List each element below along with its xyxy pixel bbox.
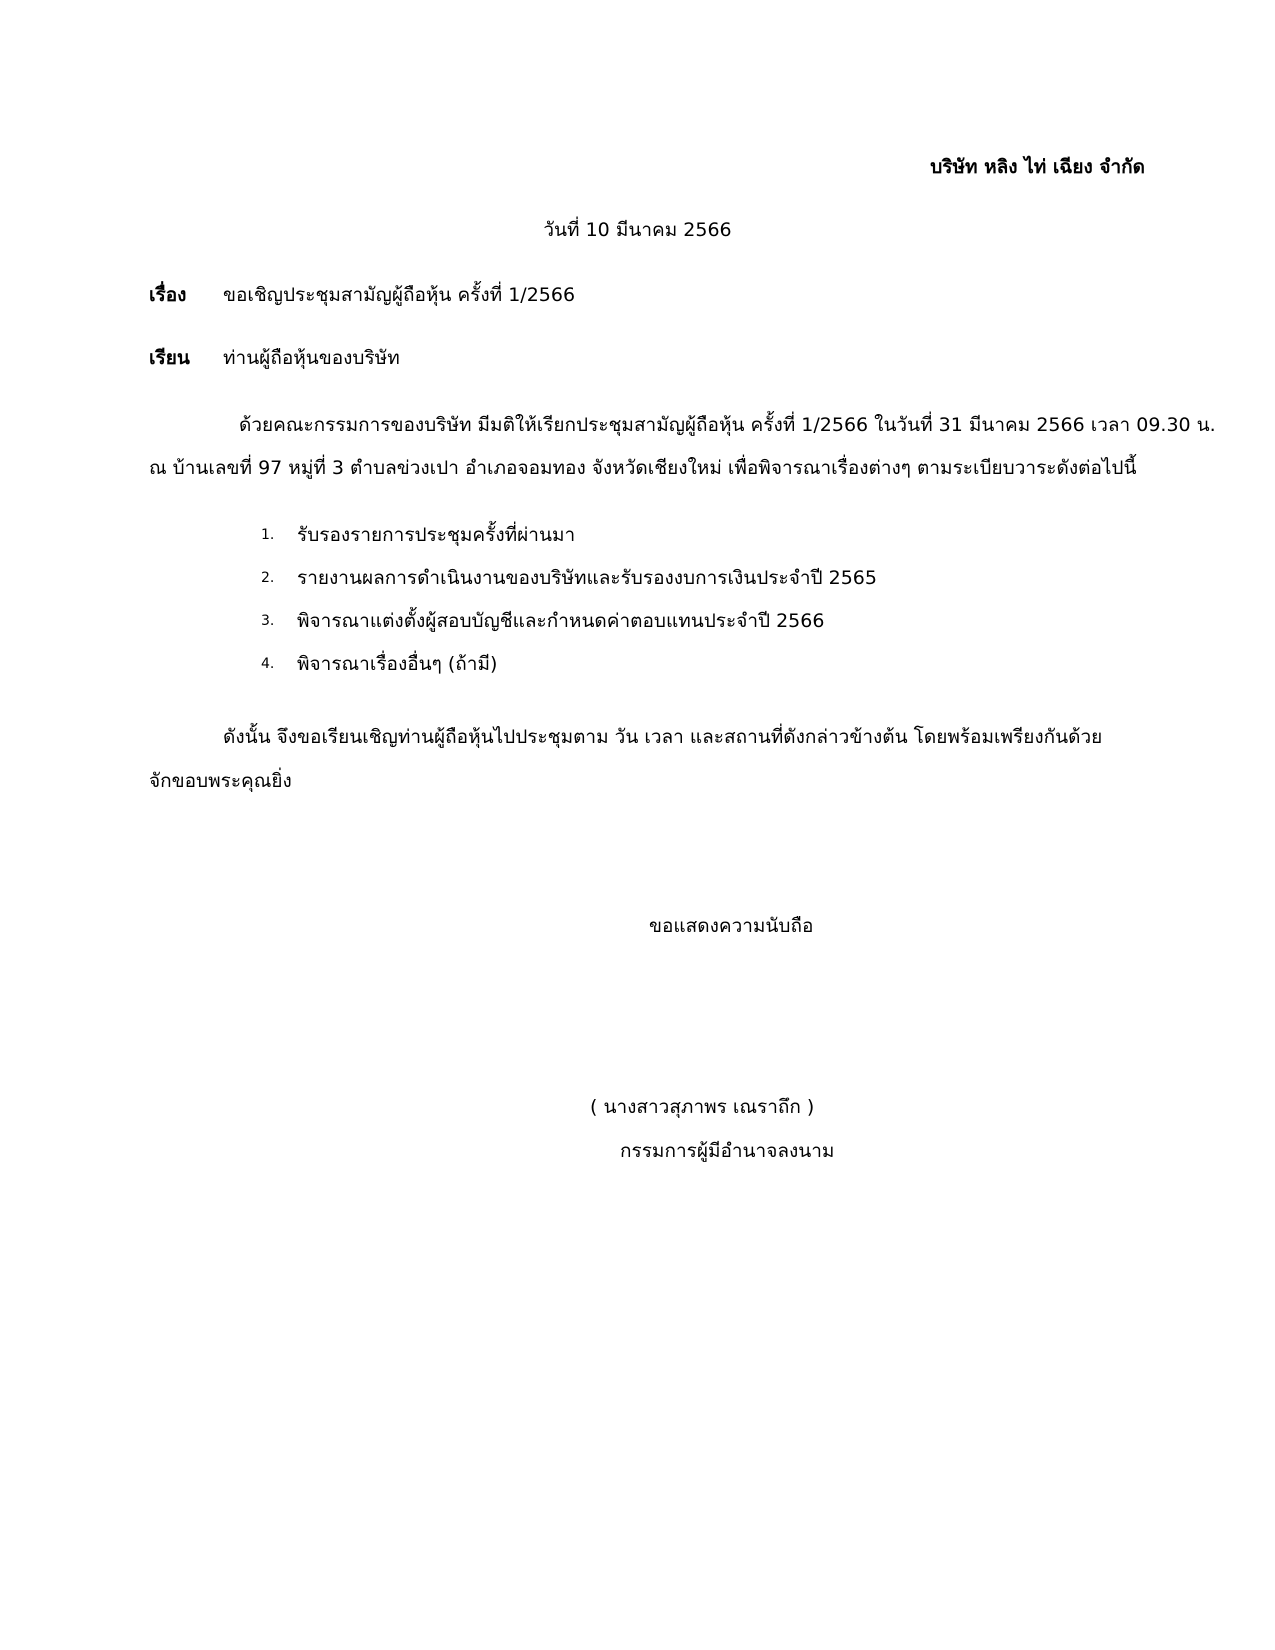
closing-phrase: ขอแสดงความนับถือ <box>649 915 814 937</box>
agenda-text: พิจารณาแต่งตั้งผู้สอบบัญชีและกำหนดค่าตอบแทนประจำปี 2566 <box>297 610 825 632</box>
agenda-text: รายงานผลการดำเนินงานของบริษัทและรับรองงบการเงินประจำปี 2565 <box>297 567 877 589</box>
agenda-number: 4. <box>261 656 275 672</box>
paragraph-1-line-1: ด้วยคณะกรรมการของบริษัท มีมติให้เรียกประชุมสามัญผู้ถือหุ้น ครั้งที่ 1/2566 ในวันที่ 31 มีนาคม 2566 เวลา 09.30 น. <box>239 414 1216 436</box>
agenda-text: พิจารณาเรื่องอื่นๆ (ถ้ามี) <box>297 653 498 675</box>
recipient-label: เรียน <box>149 347 190 369</box>
paragraph-2-line-1: ดังนั้น จึงขอเรียนเชิญท่านผู้ถือหุ้นไปประชุมตาม วัน เวลา และสถานที่ดังกล่าวข้างต้น โดยพร้อมเพรียงกันด้วย <box>223 726 1103 748</box>
paragraph-1-line-2: ณ บ้านเลขที่ 97 หมู่ที่ 3 ตำบลข่วงเปา อำเภอจอมทอง จังหวัดเชียงใหม่ เพื่อพิจารณาเรื่องต่างๆ ตามระเบียบวาระดังต่อไปนี้ <box>149 457 1137 479</box>
paragraph-2-line-2: จักขอบพระคุณยิ่ง <box>149 770 292 792</box>
subject-label: เรื่อง <box>149 284 187 306</box>
letter-date: วันที่ 10 มีนาคม 2566 <box>543 219 732 241</box>
agenda-number: 2. <box>261 570 275 586</box>
agenda-text: รับรองรายการประชุมครั้งที่ผ่านมา <box>297 524 576 546</box>
subject-text: ขอเชิญประชุมสามัญผู้ถือหุ้น ครั้งที่ 1/2566 <box>223 284 576 306</box>
recipient-text: ท่านผู้ถือหุ้นของบริษัท <box>223 347 400 369</box>
signer-name: ( นางสาวสุภาพร เณราถึก ) <box>590 1096 815 1118</box>
company-name: บริษัท หลิง ไท่ เฉียง จำกัด <box>930 156 1145 178</box>
signer-title: กรรมการผู้มีอำนาจลงนาม <box>620 1140 835 1162</box>
agenda-number: 1. <box>261 527 275 543</box>
agenda-number: 3. <box>261 613 275 629</box>
